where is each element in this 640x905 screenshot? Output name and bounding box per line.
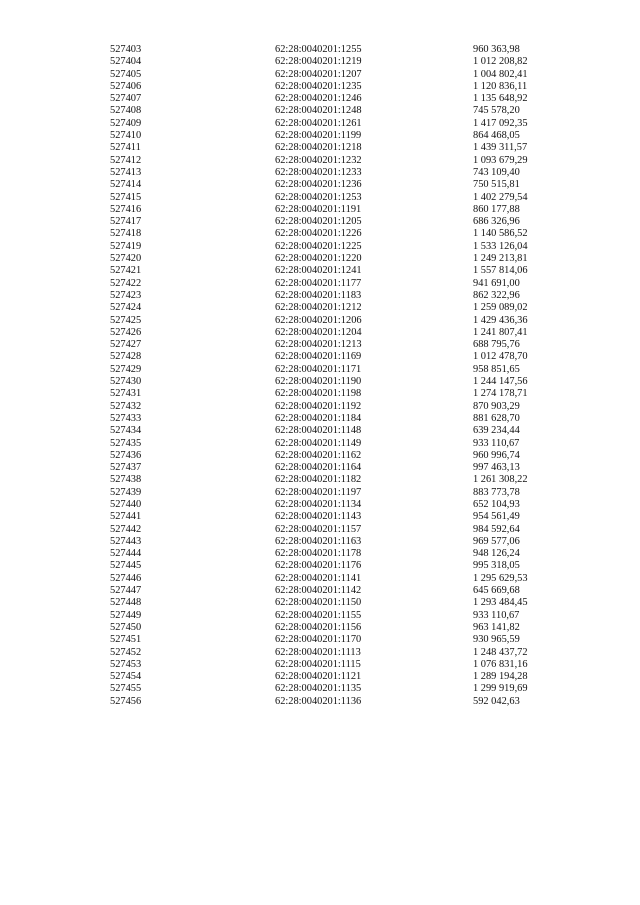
table-row [110, 118, 590, 130]
row-number: 527421 [110, 265, 142, 277]
cadastral-value: 1 261 308,22 [473, 474, 528, 486]
cadastral-value: 860 177,88 [473, 203, 520, 215]
cadastral-value: 1 299 919,69 [473, 683, 528, 695]
row-number: 527409 [110, 117, 142, 129]
row-number: 527427 [110, 339, 142, 351]
cadastral-number: 62:28:0040201:1142 [275, 585, 362, 597]
table-row [110, 573, 590, 585]
cadastral-number: 62:28:0040201:1246 [275, 93, 362, 105]
cadastral-number: 62:28:0040201:1170 [275, 634, 362, 646]
cadastral-value: 1 093 679,29 [473, 154, 528, 166]
cadastral-number: 62:28:0040201:1226 [275, 228, 362, 240]
cadastral-value: 645 669,68 [473, 585, 520, 597]
table-row [110, 425, 590, 437]
cadastral-number: 62:28:0040201:1220 [275, 253, 362, 265]
table-row [110, 69, 590, 81]
row-number: 527430 [110, 376, 142, 388]
row-number: 527406 [110, 80, 142, 92]
cadastral-number: 62:28:0040201:1199 [275, 130, 362, 142]
table-row [110, 130, 590, 142]
table-row [110, 647, 590, 659]
table-row [110, 339, 590, 351]
cadastral-number: 62:28:0040201:1121 [275, 671, 362, 683]
table-row [110, 351, 590, 363]
row-number: 527411 [110, 142, 141, 154]
table-row [110, 364, 590, 376]
table-row [110, 683, 590, 695]
table-row [110, 142, 590, 154]
table-row [110, 93, 590, 105]
row-number: 527456 [110, 695, 142, 707]
cadastral-value: 995 318,05 [473, 560, 520, 572]
row-number: 527424 [110, 302, 142, 314]
cadastral-number: 62:28:0040201:1184 [275, 412, 362, 424]
cadastral-value-table [110, 44, 590, 708]
row-number: 527418 [110, 228, 142, 240]
table-row [110, 499, 590, 511]
cadastral-number: 62:28:0040201:1141 [275, 572, 362, 584]
row-number: 527414 [110, 179, 142, 191]
row-number: 527435 [110, 437, 142, 449]
cadastral-value: 870 903,29 [473, 400, 520, 412]
cadastral-number: 62:28:0040201:1156 [275, 621, 362, 633]
table-row [110, 610, 590, 622]
table-row [110, 167, 590, 179]
cadastral-number: 62:28:0040201:1261 [275, 117, 362, 129]
cadastral-number: 62:28:0040201:1143 [275, 511, 362, 523]
cadastral-value: 969 577,06 [473, 535, 520, 547]
row-number: 527428 [110, 351, 142, 363]
row-number: 527455 [110, 683, 142, 695]
row-number: 527429 [110, 363, 142, 375]
row-number: 527439 [110, 486, 142, 498]
row-number: 527445 [110, 560, 142, 572]
row-number: 527454 [110, 671, 142, 683]
row-number: 527417 [110, 216, 142, 228]
cadastral-number: 62:28:0040201:1163 [275, 535, 362, 547]
cadastral-number: 62:28:0040201:1178 [275, 548, 362, 560]
cadastral-value: 1 076 831,16 [473, 658, 528, 670]
row-number: 527452 [110, 646, 142, 658]
cadastral-value: 1 274 178,71 [473, 388, 528, 400]
table-row [110, 622, 590, 634]
row-number: 527415 [110, 191, 142, 203]
cadastral-value: 930 965,59 [473, 634, 520, 646]
table-row [110, 241, 590, 253]
cadastral-number: 62:28:0040201:1218 [275, 142, 362, 154]
cadastral-value: 958 851,65 [473, 363, 520, 375]
row-number: 527446 [110, 572, 142, 584]
cadastral-value: 1 293 484,45 [473, 597, 528, 609]
cadastral-value: 1 533 126,04 [473, 240, 528, 252]
cadastral-value: 960 996,74 [473, 449, 520, 461]
table-row [110, 228, 590, 240]
cadastral-value: 954 561,49 [473, 511, 520, 523]
cadastral-number: 62:28:0040201:1205 [275, 216, 362, 228]
row-number: 527447 [110, 585, 142, 597]
table-row [110, 327, 590, 339]
cadastral-value: 941 691,00 [473, 277, 520, 289]
row-number: 527438 [110, 474, 142, 486]
cadastral-value: 1 004 802,41 [473, 68, 528, 80]
cadastral-value: 1 248 437,72 [473, 646, 528, 658]
cadastral-value: 1 140 586,52 [473, 228, 528, 240]
row-number: 527426 [110, 326, 142, 338]
table-row [110, 401, 590, 413]
cadastral-value: 948 126,24 [473, 548, 520, 560]
row-number: 527444 [110, 548, 142, 560]
cadastral-number: 62:28:0040201:1157 [275, 523, 362, 535]
row-number: 527413 [110, 166, 142, 178]
table-row [110, 290, 590, 302]
table-row [110, 450, 590, 462]
table-row [110, 597, 590, 609]
row-number: 527408 [110, 105, 142, 117]
cadastral-number: 62:28:0040201:1197 [275, 486, 362, 498]
cadastral-value: 1 012 478,70 [473, 351, 528, 363]
row-number: 527451 [110, 634, 142, 646]
cadastral-number: 62:28:0040201:1233 [275, 166, 362, 178]
row-number: 527434 [110, 425, 142, 437]
cadastral-number: 62:28:0040201:1253 [275, 191, 362, 203]
row-number: 527449 [110, 609, 142, 621]
cadastral-value: 1 244 147,56 [473, 376, 528, 388]
table-row [110, 560, 590, 572]
row-number: 527422 [110, 277, 142, 289]
row-number: 527436 [110, 449, 142, 461]
cadastral-number: 62:28:0040201:1255 [275, 44, 362, 55]
cadastral-number: 62:28:0040201:1182 [275, 474, 362, 486]
table-row [110, 524, 590, 536]
table-row [110, 438, 590, 450]
cadastral-value: 686 326,96 [473, 216, 520, 228]
cadastral-number: 62:28:0040201:1164 [275, 462, 362, 474]
cadastral-number: 62:28:0040201:1236 [275, 179, 362, 191]
cadastral-value: 883 773,78 [473, 486, 520, 498]
table-row [110, 474, 590, 486]
cadastral-number: 62:28:0040201:1225 [275, 240, 362, 252]
cadastral-value: 1 249 213,81 [473, 253, 528, 265]
row-number: 527432 [110, 400, 142, 412]
cadastral-value: 750 515,81 [473, 179, 520, 191]
cadastral-value: 1 417 092,35 [473, 117, 528, 129]
table-row [110, 388, 590, 400]
cadastral-value: 652 104,93 [473, 498, 520, 510]
table-row [110, 56, 590, 68]
cadastral-value: 963 141,82 [473, 621, 520, 633]
table-row [110, 511, 590, 523]
cadastral-number: 62:28:0040201:1235 [275, 80, 362, 92]
cadastral-value: 1 289 194,28 [473, 671, 528, 683]
cadastral-number: 62:28:0040201:1113 [275, 646, 361, 658]
row-number: 527448 [110, 597, 142, 609]
table-row [110, 278, 590, 290]
cadastral-number: 62:28:0040201:1148 [275, 425, 362, 437]
table-row [110, 265, 590, 277]
cadastral-value: 864 468,05 [473, 130, 520, 142]
row-number: 527450 [110, 621, 142, 633]
table-row [110, 487, 590, 499]
table-row [110, 585, 590, 597]
cadastral-number: 62:28:0040201:1155 [275, 609, 362, 621]
cadastral-number: 62:28:0040201:1232 [275, 154, 362, 166]
cadastral-value: 1 402 279,54 [473, 191, 528, 203]
row-number: 527404 [110, 56, 142, 68]
row-number: 527437 [110, 462, 142, 474]
row-number: 527410 [110, 130, 142, 142]
cadastral-value: 688 795,76 [473, 339, 520, 351]
cadastral-number: 62:28:0040201:1176 [275, 560, 362, 572]
table-row [110, 155, 590, 167]
row-number: 527423 [110, 289, 142, 301]
cadastral-value: 933 110,67 [473, 609, 520, 621]
cadastral-value: 1 259 089,02 [473, 302, 528, 314]
cadastral-number: 62:28:0040201:1206 [275, 314, 362, 326]
cadastral-value: 881 628,70 [473, 412, 520, 424]
table-row [110, 253, 590, 265]
cadastral-value: 1 429 436,36 [473, 314, 528, 326]
row-number: 527425 [110, 314, 142, 326]
cadastral-value: 960 363,98 [473, 44, 520, 55]
cadastral-value: 745 578,20 [473, 105, 520, 117]
cadastral-number: 62:28:0040201:1198 [275, 388, 362, 400]
cadastral-number: 62:28:0040201:1219 [275, 56, 362, 68]
row-number: 527443 [110, 535, 142, 547]
cadastral-number: 62:28:0040201:1136 [275, 695, 362, 707]
cadastral-number: 62:28:0040201:1149 [275, 437, 362, 449]
cadastral-number: 62:28:0040201:1207 [275, 68, 362, 80]
cadastral-number: 62:28:0040201:1177 [275, 277, 362, 289]
table-row [110, 179, 590, 191]
row-number: 527453 [110, 658, 142, 670]
cadastral-value: 1 241 807,41 [473, 326, 528, 338]
cadastral-number: 62:28:0040201:1134 [275, 498, 362, 510]
cadastral-value: 1 557 814,06 [473, 265, 528, 277]
row-number: 527433 [110, 412, 142, 424]
row-number: 527420 [110, 253, 142, 265]
cadastral-number: 62:28:0040201:1190 [275, 376, 362, 388]
table-row [110, 105, 590, 117]
cadastral-number: 62:28:0040201:1241 [275, 265, 362, 277]
cadastral-number: 62:28:0040201:1191 [275, 203, 362, 215]
row-number: 527440 [110, 498, 142, 510]
table-row [110, 659, 590, 671]
table-row [110, 548, 590, 560]
row-number: 527403 [110, 44, 142, 55]
cadastral-value: 1 120 836,11 [473, 80, 528, 92]
row-number: 527412 [110, 154, 142, 166]
cadastral-value: 862 322,96 [473, 289, 520, 301]
table-row [110, 315, 590, 327]
row-number: 527442 [110, 523, 142, 535]
cadastral-number: 62:28:0040201:1192 [275, 400, 362, 412]
cadastral-number: 62:28:0040201:1135 [275, 683, 362, 695]
table-row [110, 44, 590, 56]
row-number: 527419 [110, 240, 142, 252]
cadastral-value: 639 234,44 [473, 425, 520, 437]
cadastral-value: 997 463,13 [473, 462, 520, 474]
table-row [110, 536, 590, 548]
cadastral-value: 1 295 629,53 [473, 572, 528, 584]
cadastral-number: 62:28:0040201:1183 [275, 289, 362, 301]
cadastral-value: 984 592,64 [473, 523, 520, 535]
table-row [110, 413, 590, 425]
cadastral-value: 1 439 311,57 [473, 142, 528, 154]
table-row [110, 192, 590, 204]
cadastral-number: 62:28:0040201:1171 [275, 363, 362, 375]
cadastral-number: 62:28:0040201:1212 [275, 302, 362, 314]
cadastral-number: 62:28:0040201:1248 [275, 105, 362, 117]
table-row [110, 302, 590, 314]
table-row [110, 376, 590, 388]
cadastral-value: 1 135 648,92 [473, 93, 528, 105]
row-number: 527405 [110, 68, 142, 80]
cadastral-number: 62:28:0040201:1162 [275, 449, 362, 461]
cadastral-number: 62:28:0040201:1169 [275, 351, 362, 363]
cadastral-value: 592 042,63 [473, 695, 520, 707]
table-row [110, 216, 590, 228]
cadastral-number: 62:28:0040201:1204 [275, 326, 362, 338]
row-number: 527431 [110, 388, 142, 400]
table-row [110, 204, 590, 216]
cadastral-number: 62:28:0040201:1115 [275, 658, 361, 670]
table-row [110, 696, 590, 708]
table-row [110, 462, 590, 474]
cadastral-number: 62:28:0040201:1150 [275, 597, 362, 609]
cadastral-value: 933 110,67 [473, 437, 520, 449]
row-number: 527416 [110, 203, 142, 215]
table-row [110, 81, 590, 93]
table-row [110, 671, 590, 683]
row-number: 527407 [110, 93, 142, 105]
table-row [110, 634, 590, 646]
row-number: 527441 [110, 511, 142, 523]
cadastral-value: 1 012 208,82 [473, 56, 528, 68]
cadastral-number: 62:28:0040201:1213 [275, 339, 362, 351]
cadastral-value: 743 109,40 [473, 166, 520, 178]
